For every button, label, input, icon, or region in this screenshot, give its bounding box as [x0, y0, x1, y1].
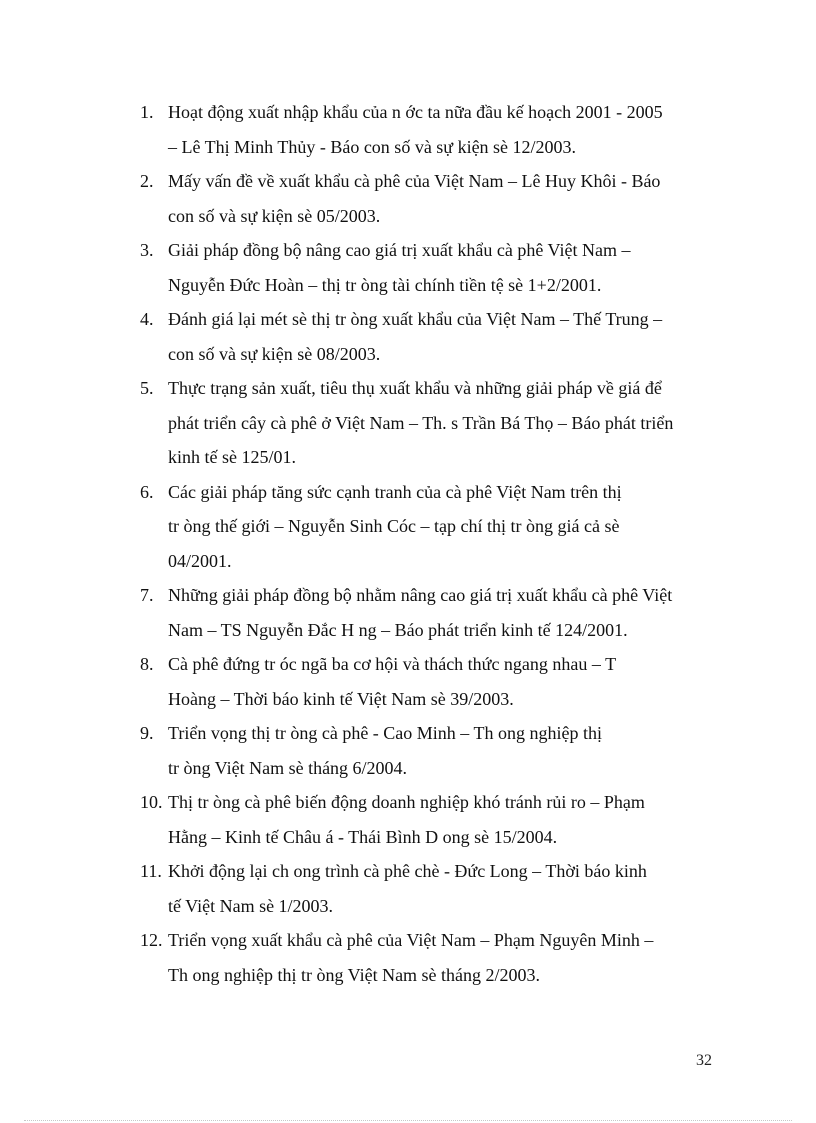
reference-item	[140, 164, 700, 233]
reference-number: 10.	[140, 792, 163, 812]
reference-text	[168, 716, 700, 785]
reference-number: 1.	[140, 102, 154, 122]
reference-line: phát triển cây cà phê ở Việt Nam – Th. s Trần Bá Thọ – Báo phát triển	[168, 412, 674, 433]
reference-item	[140, 302, 700, 371]
reference-number: 7.	[140, 585, 154, 605]
reference-line: tr òng Việt Nam sè tháng 6/2004.	[168, 757, 408, 778]
reference-number: 9.	[140, 723, 154, 743]
reference-line: Những giải pháp đồng bộ nhằm nâng cao giá trị xuất khẩu cà phê Việt	[168, 585, 673, 605]
reference-line: Mấy vấn đề về xuất khẩu cà phê của Việt Nam – Lê Huy Khôi - Báo	[168, 171, 661, 191]
reference-item	[140, 647, 700, 716]
reference-line: – Lê Thị Minh Thủy - Báo con số và sự kiện sè 12/2003.	[168, 136, 577, 157]
reference-text	[168, 923, 700, 992]
reference-text	[168, 233, 700, 302]
reference-line: kinh tế sè 125/01.	[168, 447, 296, 467]
reference-list	[140, 95, 700, 992]
reference-item	[140, 371, 700, 475]
reference-text	[168, 785, 700, 854]
reference-number: 5.	[140, 378, 154, 398]
reference-text	[168, 302, 700, 371]
reference-line: Nam – TS Nguyễn Đắc H ng – Báo phát triển kinh tế 124/2001.	[168, 619, 628, 640]
reference-line: Đánh giá lại mét sè thị tr òng xuất khẩu của Việt Nam – Thế Trung –	[168, 309, 663, 329]
reference-line: Giải pháp đồng bộ nâng cao giá trị xuất khẩu cà phê Việt Nam –	[168, 240, 631, 260]
reference-number: 3.	[140, 240, 154, 260]
reference-line: Các giải pháp tăng sức cạnh tranh của cà phê Việt Nam trên thị	[168, 481, 622, 502]
reference-text	[168, 95, 700, 164]
reference-line: Thực trạng sản xuất, tiêu thụ xuất khẩu và những giải pháp về giá để	[168, 378, 662, 398]
reference-text	[168, 475, 700, 579]
reference-item	[140, 578, 700, 647]
reference-line: Hoạt động xuất nhập khẩu của n ớc ta nữa đầu kế hoạch 2001 - 2005	[168, 102, 663, 122]
reference-number: 2.	[140, 171, 154, 191]
reference-line: con số và sự kiện sè 05/2003.	[168, 205, 381, 226]
reference-line: Khởi động lại ch ong trình cà phê chè - Đức Long – Thời báo kinh	[168, 861, 647, 881]
reference-line: tr òng thế giới – Nguyễn Sinh Cóc – tạp chí thị tr òng giá cả sè	[168, 516, 620, 536]
reference-number: 8.	[140, 654, 154, 674]
reference-number: 6.	[140, 481, 154, 502]
reference-line: Triển vọng xuất khẩu cà phê của Việt Nam – Phạm Nguyên Minh –	[168, 930, 654, 950]
page-number: 32	[696, 1052, 712, 1069]
reference-text	[168, 578, 700, 647]
reference-line: Hoàng – Thời báo kinh tế Việt Nam sè 39/2003.	[168, 688, 514, 709]
reference-text	[168, 164, 700, 233]
reference-number: 4.	[140, 309, 154, 329]
reference-item	[140, 95, 700, 164]
reference-line: Triển vọng thị tr òng cà phê - Cao Minh – Th ong nghiệp thị	[168, 723, 602, 743]
reference-item	[140, 233, 700, 302]
reference-item	[140, 854, 700, 923]
reference-item	[140, 475, 700, 579]
reference-line: Hằng – Kinh tế Châu á - Thái Bình D ong sè 15/2004.	[168, 826, 558, 847]
reference-item	[140, 716, 700, 785]
page-bottom-divider	[24, 1120, 792, 1121]
reference-line: 04/2001.	[168, 550, 232, 571]
reference-number: 11.	[140, 861, 162, 881]
reference-text	[168, 647, 700, 716]
reference-line: tế Việt Nam sè 1/2003.	[168, 895, 334, 916]
reference-line: Th ong nghiệp thị tr òng Việt Nam sè tháng 2/2003.	[168, 964, 541, 985]
reference-item	[140, 923, 700, 992]
reference-text	[168, 854, 700, 923]
reference-line: con số và sự kiện sè 08/2003.	[168, 343, 381, 364]
reference-line: Cà phê đứng tr óc ngã ba cơ hội và thách thức ngang nhau – T	[168, 654, 617, 674]
reference-item	[140, 785, 700, 854]
reference-number: 12.	[140, 930, 163, 950]
reference-line: Thị tr òng cà phê biến động doanh nghiệp khó tránh rủi ro – Phạm	[168, 792, 645, 812]
reference-text	[168, 371, 700, 475]
reference-line: Nguyễn Đức Hoàn – thị tr òng tài chính tiền tệ sè 1+2/2001.	[168, 274, 602, 295]
